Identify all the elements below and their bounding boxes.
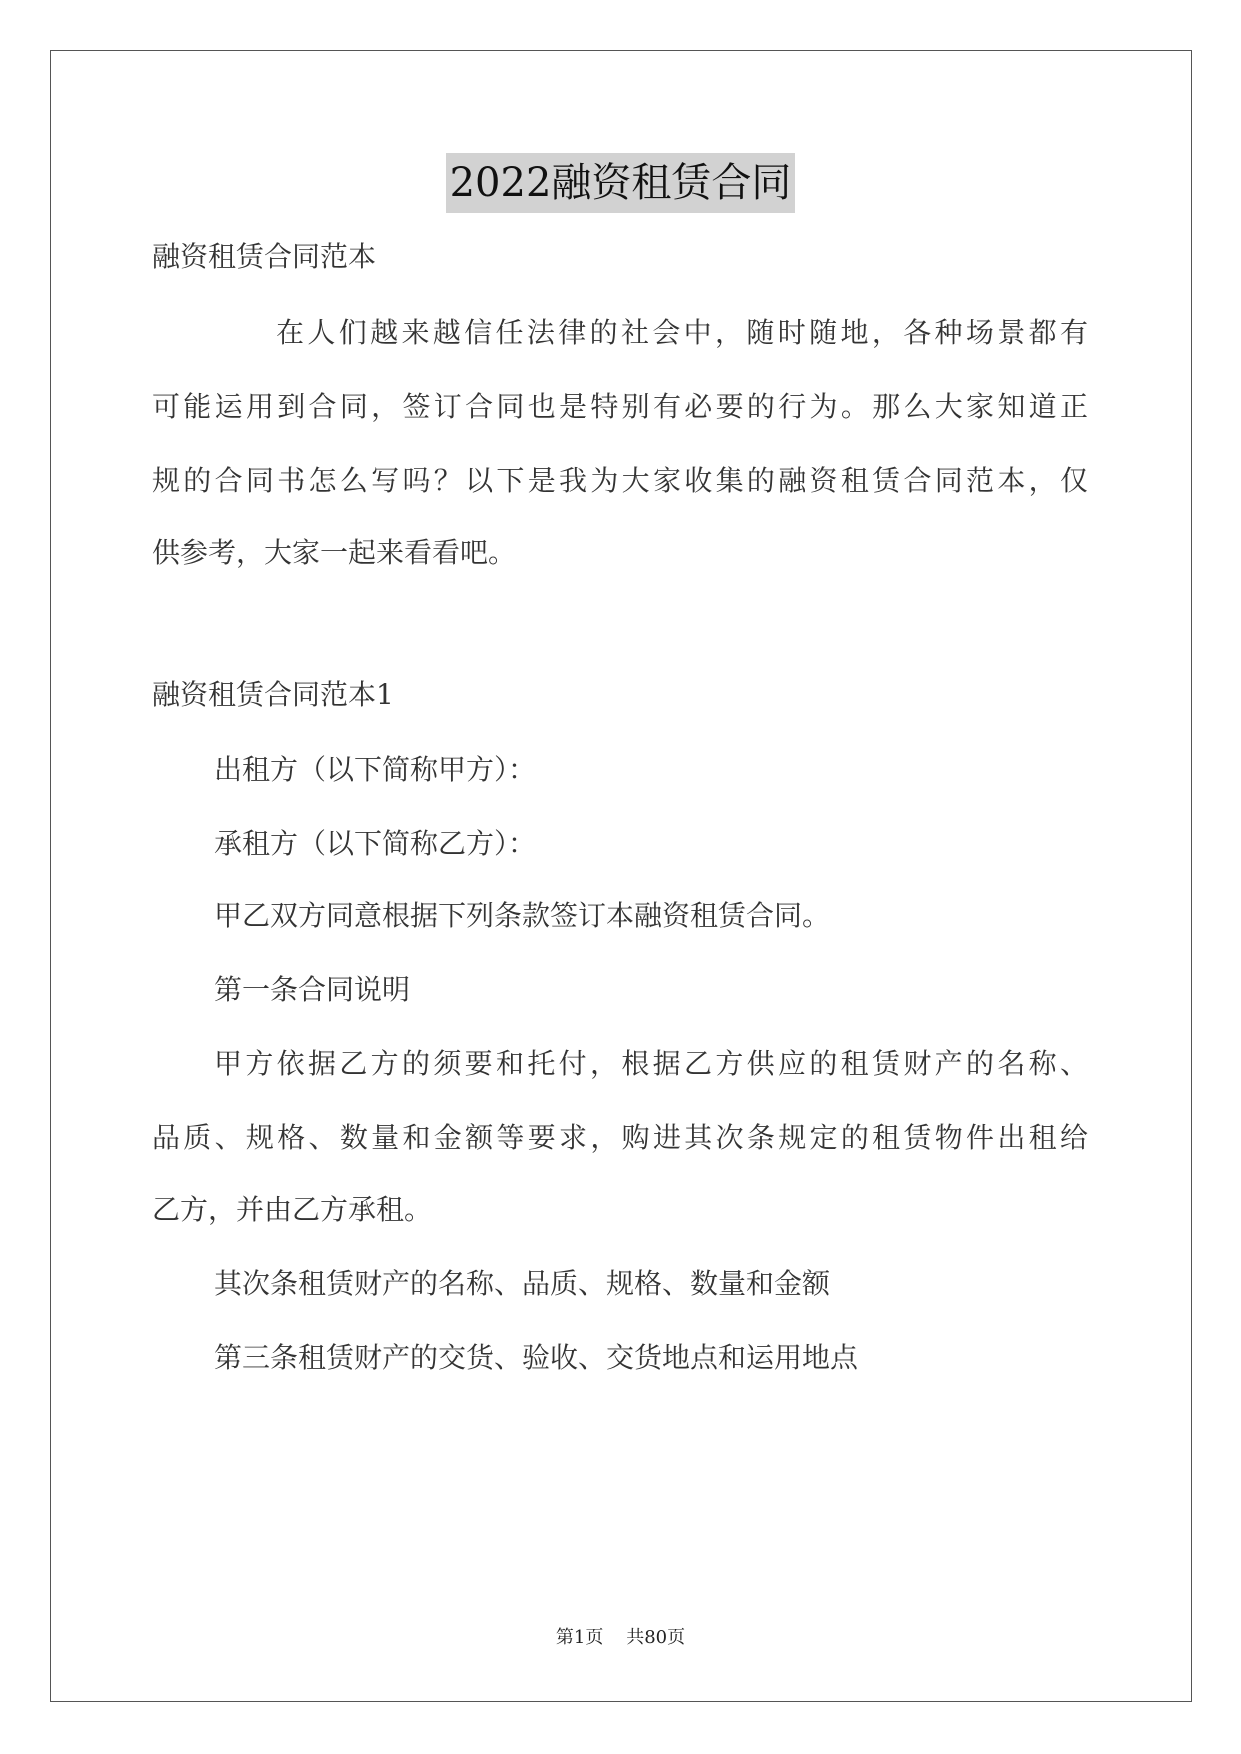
section-heading: 融资租赁合同范本 [152, 240, 377, 273]
clause-heading: 其次条租赁财产的名称、品质、规格、数量和金额 [214, 1267, 831, 1300]
page-number-footer: 第1页 共80页 [555, 1627, 686, 1648]
page-border [50, 50, 1192, 1702]
paragraph-line: 品质、规格、数量和金额等要求，购进其次条规定的租赁物件出租给 [152, 1121, 1088, 1154]
title-wrap [0, 153, 1241, 213]
clause-heading: 第一条合同说明 [214, 973, 411, 1006]
paragraph-line: 承租方（以下简称乙方）： [214, 827, 537, 860]
paragraph-line: 乙方，并由乙方承租。 [152, 1193, 433, 1226]
paragraph-line: 规的合同书怎么写吗？以下是我为大家收集的融资租赁合同范本，仅 [152, 464, 1088, 497]
clause-heading: 第三条租赁财产的交货、验收、交货地点和运用地点 [214, 1341, 859, 1374]
paragraph-line: 甲乙双方同意根据下列条款签订本融资租赁合同。 [214, 899, 831, 932]
paragraph-line: 出租方（以下简称甲方）： [214, 753, 537, 786]
section-heading: 融资租赁合同范本1 [152, 678, 394, 711]
paragraph-line: 甲方依据乙方的须要和托付，根据乙方供应的租赁财产的名称、 [214, 1047, 1088, 1080]
paragraph-line: 供参考，大家一起来看看吧。 [152, 536, 517, 569]
paragraph-line: 可能运用到合同，签订合同也是特别有必要的行为。那么大家知道正 [152, 390, 1088, 423]
paragraph-line: 在人们越来越信任法律的社会中，随时随地，各种场景都有 [276, 316, 1088, 349]
document-title: 2022融资租赁合同 [446, 153, 796, 213]
